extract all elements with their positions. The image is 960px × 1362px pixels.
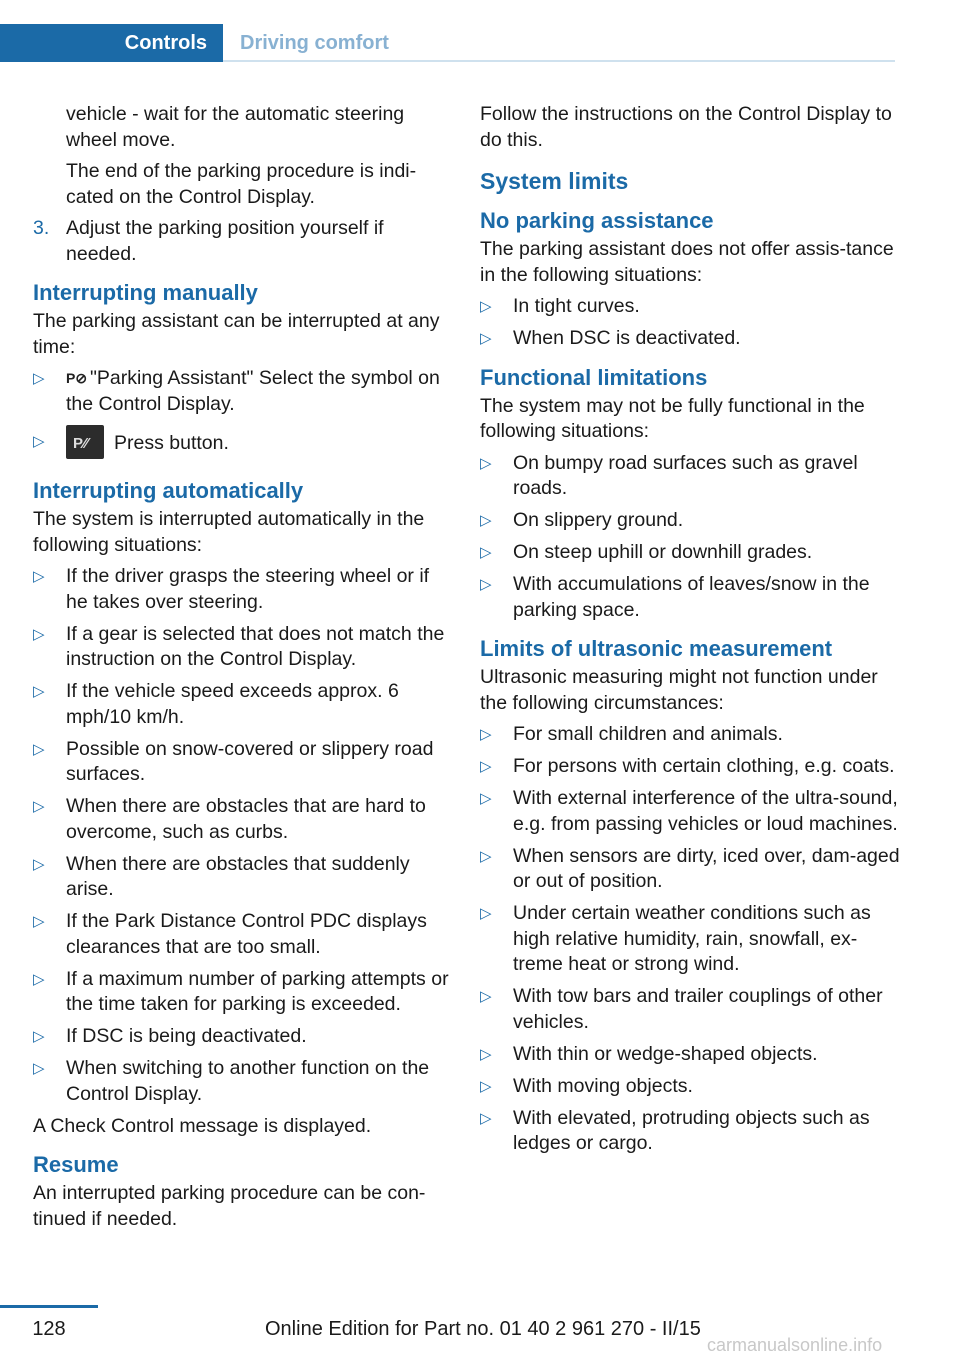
list-item: ▷ If DSC is being deactivated. [33,1024,453,1050]
noassist-list [480,294,900,352]
list-item: ▷ With accumulations of leaves/snow in the parking space. [480,573,870,621]
list-item: ▷ When switching to another function on the Control Display. [33,1057,430,1105]
tab-controls[interactable]: Controls [0,24,223,62]
heading-ultrasonic-limits: Limits of ultrasonic measurement [480,636,833,661]
triangle-right-icon: ▷ [33,433,45,450]
follow-instructions: Follow the instructions on the Control Display to do this. [480,103,892,151]
triangle-right-icon: ▷ [33,625,45,643]
triangle-right-icon: ▷ [33,370,45,387]
edition-note: Online Edition for Part no. 01 40 2 961 270 - II/15 [265,1318,701,1340]
list-item: ▷ If the Park Distance Control PDC displays clearances that are too small. [33,910,427,958]
ultra-intro: Ultrasonic measuring might not function under the following circumstances: [480,666,878,714]
triangle-right-icon: ▷ [33,1060,45,1077]
triangle-right-icon: ▷ [33,970,45,988]
heading-functional-limitations: Functional limitations [480,364,708,390]
heading-system-limits: System limits [480,168,629,194]
list-item: ▷ If the vehicle speed exceeds approx. 6 mph/10 km/h. [33,680,399,728]
triangle-right-icon: ▷ [480,512,492,529]
func-intro: The system may not be fully functional in the following situations: [480,394,865,442]
heading-interrupting-manually: Interrupting manually [33,280,258,305]
triangle-right-icon: ▷ [480,330,492,347]
list-item: ▷ With thin or wedge-shaped objects. [480,1042,900,1068]
left-column [33,102,453,1238]
triangle-right-icon: ▷ [33,913,45,930]
list-item: ▷ With moving objects. [480,1074,900,1100]
triangle-right-icon: ▷ [33,740,45,758]
triangle-right-icon: ▷ [480,544,492,561]
list-item: ▷ If a gear is selected that does not match the instruction on the Control Display. [33,622,445,670]
check-control-message: A Check Control message is displayed. [33,1114,372,1137]
manual-list [33,366,453,459]
triangle-right-icon: ▷ [480,758,492,775]
triangle-right-icon: ▷ [480,726,492,743]
ultra-list [480,722,900,1157]
list-item: ▷ When there are obstacles that suddenly arise. [33,852,410,900]
list-item: ▷ In tight curves. [480,294,900,320]
step-3: 3. Adjust the parking position yourself if needed. [33,217,384,265]
list-item: ▷ If a maximum number of parking attempts or the time taken for parking is exceeded. [33,967,449,1015]
triangle-right-icon: ▷ [480,298,492,315]
list-item: ▷ P⁄⁄ Press button. [33,429,453,459]
triangle-right-icon: ▷ [480,1077,492,1095]
func-list [480,451,900,624]
list-item: ▷ With elevated, protruding objects such as ledges or cargo. [480,1106,870,1154]
triangle-right-icon: ▷ [480,1109,492,1127]
list-item: ▷ When sensors are dirty, iced over, dam‐aged or out of position. [480,844,900,892]
noassist-intro: The parking assistant does not offer assis‐tance in the following situations: [480,238,894,286]
auto-list [33,564,453,1107]
triangle-right-icon: ▷ [480,1045,492,1063]
footer-rule [0,1305,98,1308]
triangle-right-icon: ▷ [480,790,492,807]
triangle-right-icon: ▷ [480,988,492,1005]
triangle-right-icon: ▷ [33,855,45,873]
list-item: ▷ Possible on snow-covered or slippery road surfaces. [33,737,434,785]
parking-assistant-button-icon: P⁄⁄ [66,425,104,459]
step-number: 3. [33,217,50,239]
triangle-right-icon: ▷ [33,798,45,815]
list-item: ▷ On steep uphill or downhill grades. [480,540,900,566]
page-number: 128 [32,1318,66,1340]
list-item: ▷ On slippery ground. [480,508,900,534]
steps-list [33,216,453,267]
list-item: ▷ On bumpy road surfaces such as gravel roads. [480,451,858,499]
list-item: ▷ If the driver grasps the steering wheel or if he takes over steering. [33,565,430,613]
parking-assistant-icon: P⊘ [66,370,88,386]
step2-end-note: The end of the parking procedure is indi‐cated on the Control Display. [66,160,417,208]
list-item: ▷ P⊘ "Parking Assistant" Select the symbol on the Control Display. [33,367,440,415]
triangle-right-icon: ▷ [480,576,492,593]
list-item: ▷ When there are obstacles that are hard to overcome, such as curbs. [33,795,426,843]
tab-driving-comfort[interactable]: Driving comfort [240,32,389,54]
triangle-right-icon: ▷ [480,905,492,922]
triangle-right-icon: ▷ [480,847,492,865]
list-item: ▷ Under certain weather conditions such as high relative humidity, rain, snowfall, ex‐treme heat or strong wind. [480,902,871,975]
resume-text: An interrupted parking procedure can be con‐tinued if needed. [33,1182,426,1230]
step2-continuation: vehicle - wait for the automatic steering wheel move. [66,103,405,151]
list-item: ▷ For small children and animals. [480,722,900,748]
auto-intro: The system is interrupted automatically in the following situations: [33,508,425,556]
list-item: ▷ With tow bars and trailer couplings of other vehicles. [480,985,883,1033]
watermark: carmanualsonline.info [707,1335,883,1355]
page-header [0,24,895,62]
heading-resume: Resume [33,1152,119,1177]
list-item: ▷ For persons with certain clothing, e.g. coats. [480,754,900,780]
triangle-right-icon: ▷ [480,454,492,472]
list-item: ▷ When DSC is deactivated. [480,326,900,352]
right-column [480,102,900,1163]
triangle-right-icon: ▷ [33,568,45,585]
list-item: ▷ With external interference of the ultra‐sound, e.g. from passing vehicles or loud machines. [480,787,898,835]
triangle-right-icon: ▷ [33,683,45,700]
triangle-right-icon: ▷ [33,1028,45,1045]
heading-interrupting-automatically: Interrupting automatically [33,478,304,503]
heading-no-parking-assistance: No parking assistance [480,208,714,233]
manual-intro: The parking assistant can be interrupted at any time: [33,310,440,358]
